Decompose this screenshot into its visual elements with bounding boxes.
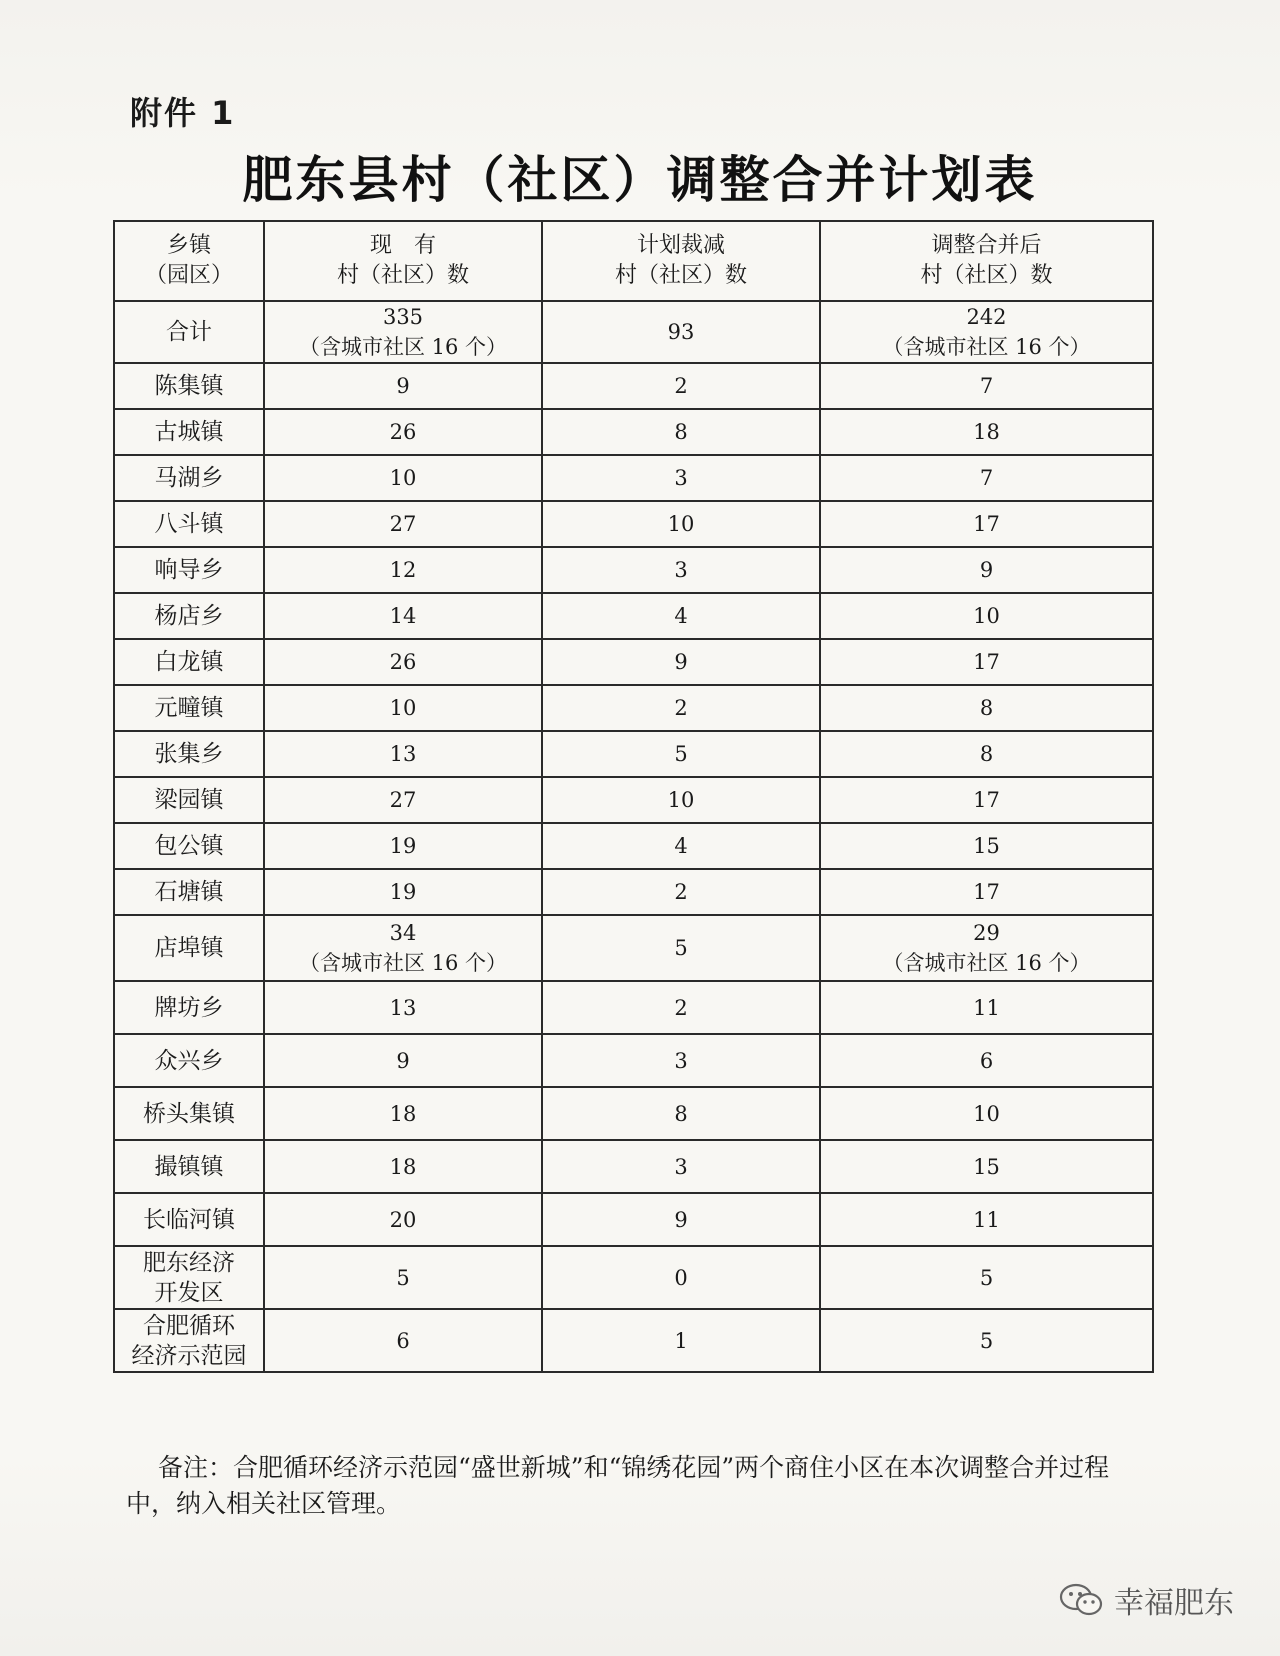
row-existing: 13 [264, 731, 542, 777]
row-after: 10 [820, 1087, 1153, 1140]
footnote: 备注：合肥循环经济示范园“盛世新城”和“锦绣花园”两个商住小区在本次调整合并过程中，纳入相关社区管理。 [126, 1453, 1110, 1518]
row-reduce: 0 [542, 1246, 820, 1309]
row-existing: 27 [264, 501, 542, 547]
row-existing: 26 [264, 409, 542, 455]
row-name: 撮镇镇 [114, 1140, 264, 1193]
table-row [114, 501, 1153, 547]
row-name: 石塘镇 [114, 869, 264, 915]
table-row [114, 685, 1153, 731]
row-after: 17 [820, 639, 1153, 685]
attachment-label: 附件 1 [130, 94, 236, 132]
row-after: 17 [820, 777, 1153, 823]
row-reduce: 3 [542, 1140, 820, 1193]
dianbu-existing: 34 （含城市社区 16 个） [264, 915, 542, 981]
row-name: 杨店乡 [114, 593, 264, 639]
row-after: 11 [820, 1193, 1153, 1246]
row-name: 古城镇 [114, 409, 264, 455]
row-reduce: 4 [542, 823, 820, 869]
header-after: 调整合并后 村（社区）数 [820, 221, 1153, 301]
row-after: 11 [820, 981, 1153, 1034]
table-row [114, 593, 1153, 639]
table-row [114, 981, 1153, 1034]
table-row [114, 1309, 1153, 1372]
row-reduce: 2 [542, 869, 820, 915]
row-reduce: 3 [542, 1034, 820, 1087]
table-row [114, 869, 1153, 915]
row-after: 8 [820, 685, 1153, 731]
row-existing: 26 [264, 639, 542, 685]
row-reduce: 4 [542, 593, 820, 639]
row-existing: 9 [264, 1034, 542, 1087]
row-reduce: 9 [542, 639, 820, 685]
row-name: 众兴乡 [114, 1034, 264, 1087]
row-existing: 10 [264, 685, 542, 731]
dianbu-after: 29 （含城市社区 16 个） [820, 915, 1153, 981]
row-after: 5 [820, 1309, 1153, 1372]
row-existing: 27 [264, 777, 542, 823]
header-existing: 现 有 村（社区）数 [264, 221, 542, 301]
row-name: 包公镇 [114, 823, 264, 869]
total-after: 242 （含城市社区 16 个） [820, 301, 1153, 363]
total-existing: 335 （含城市社区 16 个） [264, 301, 542, 363]
table-row [114, 409, 1153, 455]
row-name: 张集乡 [114, 731, 264, 777]
dianbu-name: 店埠镇 [114, 915, 264, 981]
row-after: 7 [820, 455, 1153, 501]
dianbu-reduce: 5 [542, 915, 820, 981]
plan-table [113, 220, 1154, 1373]
table-row [114, 363, 1153, 409]
row-existing: 13 [264, 981, 542, 1034]
row-name: 牌坊乡 [114, 981, 264, 1034]
total-name: 合计 [114, 301, 264, 363]
row-existing: 9 [264, 363, 542, 409]
row-reduce: 3 [542, 547, 820, 593]
table-header-row [114, 221, 1153, 301]
row-name: 梁园镇 [114, 777, 264, 823]
row-existing: 14 [264, 593, 542, 639]
row-existing: 6 [264, 1309, 542, 1372]
row-existing: 19 [264, 869, 542, 915]
row-reduce: 3 [542, 455, 820, 501]
header-town: 乡镇 （园区） [114, 221, 264, 301]
table-row-dianbu [114, 915, 1153, 981]
table-row [114, 1246, 1153, 1309]
row-reduce: 8 [542, 409, 820, 455]
row-after: 8 [820, 731, 1153, 777]
total-row [114, 301, 1153, 363]
table-row [114, 731, 1153, 777]
row-after: 15 [820, 1140, 1153, 1193]
row-after: 7 [820, 363, 1153, 409]
row-after: 10 [820, 593, 1153, 639]
watermark [1058, 1578, 1234, 1622]
row-after: 17 [820, 501, 1153, 547]
watermark-text: 幸福肥东 [1114, 1586, 1234, 1621]
row-existing: 18 [264, 1140, 542, 1193]
row-name: 桥头集镇 [114, 1087, 264, 1140]
row-reduce: 2 [542, 981, 820, 1034]
row-name: 八斗镇 [114, 501, 264, 547]
row-reduce: 2 [542, 685, 820, 731]
total-reduce: 93 [542, 301, 820, 363]
row-name: 元疃镇 [114, 685, 264, 731]
row-name: 陈集镇 [114, 363, 264, 409]
table-row [114, 823, 1153, 869]
row-after: 6 [820, 1034, 1153, 1087]
row-reduce: 10 [542, 501, 820, 547]
header-reduce: 计划裁减 村（社区）数 [542, 221, 820, 301]
table-row [114, 1193, 1153, 1246]
page-title: 肥东县村（社区）调整合并计划表 [242, 151, 1038, 209]
row-after: 9 [820, 547, 1153, 593]
table-row [114, 639, 1153, 685]
table-row [114, 1034, 1153, 1087]
row-name: 合肥循环 经济示范园 [114, 1309, 264, 1372]
row-reduce: 5 [542, 731, 820, 777]
row-existing: 19 [264, 823, 542, 869]
row-after: 17 [820, 869, 1153, 915]
row-reduce: 9 [542, 1193, 820, 1246]
row-reduce: 2 [542, 363, 820, 409]
row-existing: 18 [264, 1087, 542, 1140]
row-name: 马湖乡 [114, 455, 264, 501]
row-name: 肥东经济 开发区 [114, 1246, 264, 1309]
row-name: 白龙镇 [114, 639, 264, 685]
row-existing: 12 [264, 547, 542, 593]
table-row [114, 777, 1153, 823]
row-existing: 5 [264, 1246, 542, 1309]
wechat-icon [1058, 1580, 1104, 1620]
row-name: 响导乡 [114, 547, 264, 593]
table-row [114, 547, 1153, 593]
row-after: 5 [820, 1246, 1153, 1309]
row-after: 18 [820, 409, 1153, 455]
row-reduce: 1 [542, 1309, 820, 1372]
table-row [114, 1140, 1153, 1193]
row-reduce: 8 [542, 1087, 820, 1140]
table-row [114, 455, 1153, 501]
row-existing: 20 [264, 1193, 542, 1246]
table-row [114, 1087, 1153, 1140]
row-existing: 10 [264, 455, 542, 501]
row-name: 长临河镇 [114, 1193, 264, 1246]
row-reduce: 10 [542, 777, 820, 823]
row-after: 15 [820, 823, 1153, 869]
